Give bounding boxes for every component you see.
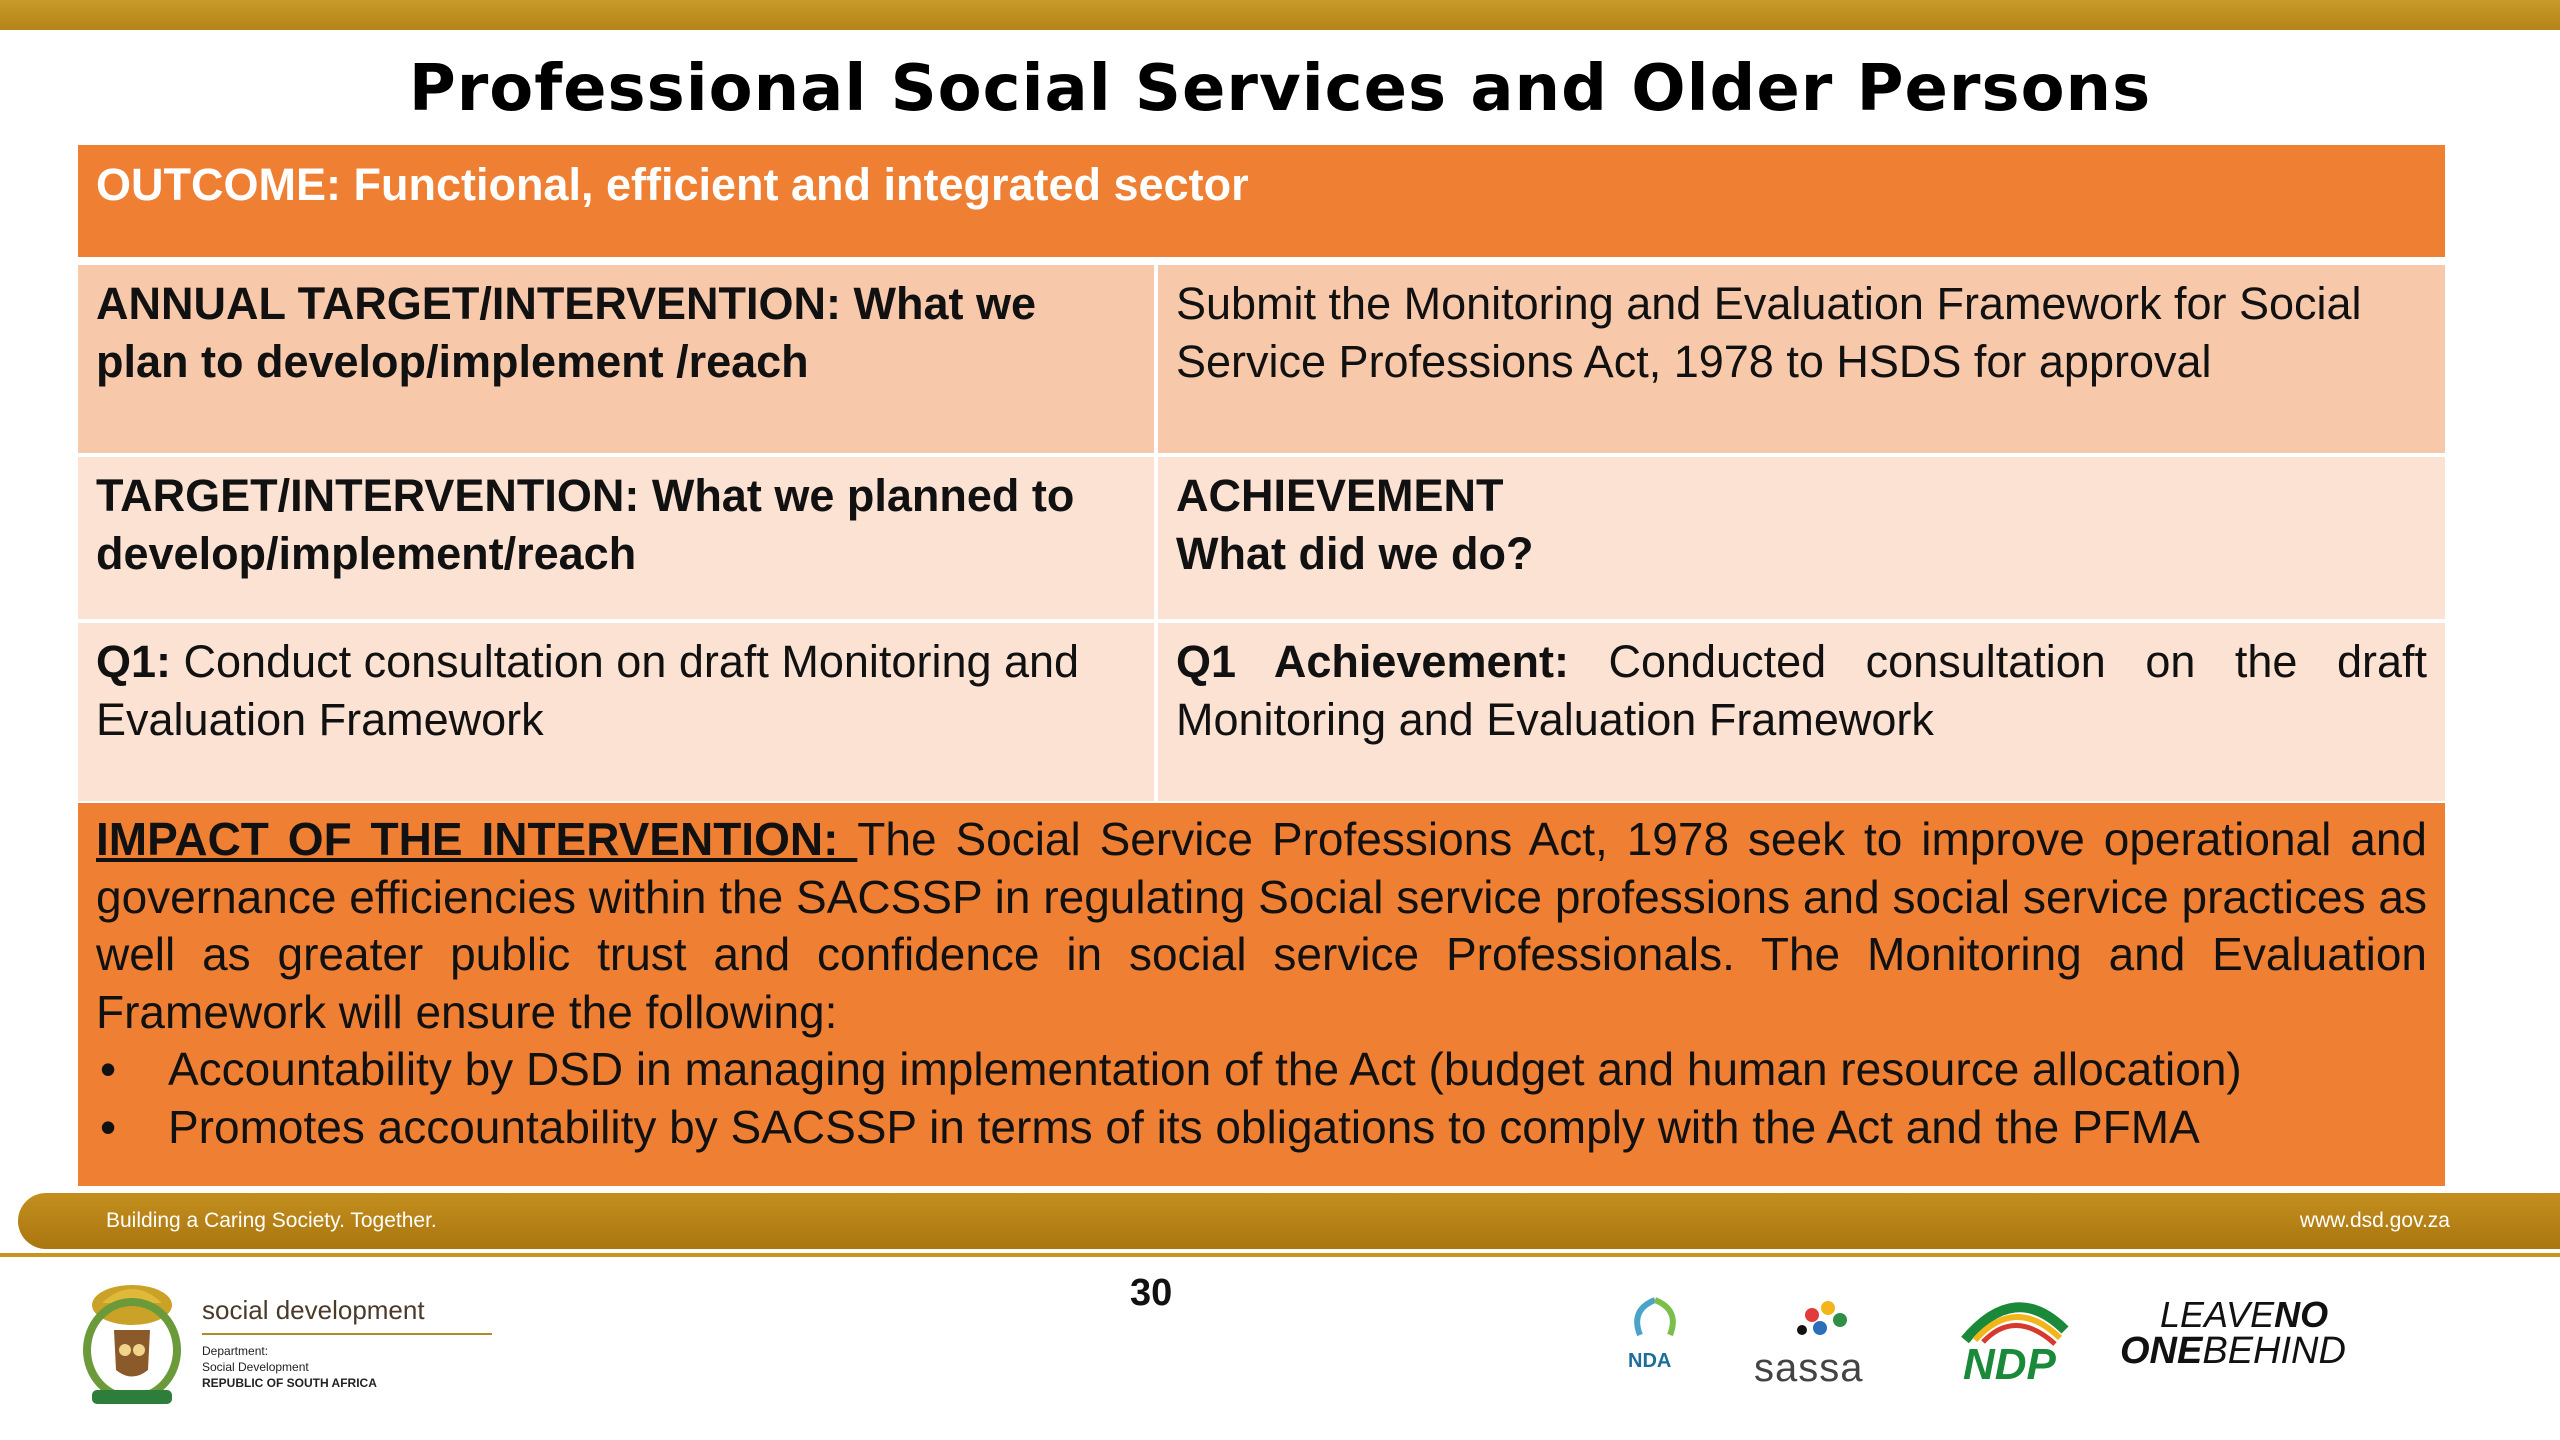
impact-paragraph: [96, 811, 2427, 1041]
q1-target: [78, 623, 1158, 801]
target-header-left: TARGET/INTERVENTION: What we planned to develop/implement/reach: [78, 457, 1158, 619]
footer-divider: [0, 1253, 2560, 1257]
top-gold-band: [0, 0, 2560, 30]
sassa-logo: sassa: [1750, 1290, 1900, 1390]
achievement-title: ACHIEVEMENT: [1176, 470, 1504, 521]
annual-target-row: [78, 265, 2445, 453]
q1-label: Q1:: [96, 636, 172, 687]
slide-title: Professional Social Services and Older Persons: [408, 52, 2152, 126]
q1-row: [78, 619, 2445, 801]
nda-swirl-icon: [1620, 1290, 1690, 1350]
impact-bullet: • Accountability by DSD in managing implementation of the Act (budget and human resource allocation): [96, 1041, 2427, 1099]
page-number: 30: [1130, 1272, 1173, 1314]
achievement-subtitle: What did we do?: [1176, 528, 1534, 579]
logo-rule: [202, 1333, 492, 1335]
leave-no-one-behind-logo: LEAVENO ONEBEHIND: [2120, 1294, 2346, 1372]
dept-text: Department: Social Development REPUBLIC OF SOUTH AFRICA: [202, 1344, 377, 1390]
dsd-logo: [70, 1275, 490, 1415]
logo-name: social development: [202, 1295, 425, 1325]
annual-target-label: ANNUAL TARGET/INTERVENTION: What we plan to develop/implement /reach: [78, 265, 1158, 453]
impact-bullet: • Promotes accountability by SACSSP in terms of its obligations to comply with the Act and the PFMA: [96, 1099, 2427, 1157]
footer-bar: [18, 1193, 2560, 1249]
impact-bullets: [96, 1041, 2427, 1156]
impact-box: [78, 803, 2445, 1186]
outcome-banner: OUTCOME: Functional, efficient and integrated sector: [78, 145, 2445, 257]
header-row: [78, 453, 2445, 619]
q1-achievement-text: Conducted consultation on the draft Monitoring and Evaluation Framework: [1176, 636, 2427, 745]
footer-website: www.dsd.gov.za: [2299, 1209, 2450, 1232]
footer-slogan: Building a Caring Society. Together.: [106, 1209, 437, 1232]
coat-of-arms-icon: [70, 1275, 195, 1410]
impact-text: The Social Service Professions Act, 1978 seek to improve operational and governance efficiencies within the SACSSP in regulating Social service professions and social service practices as well as greater public trust and confidence in social service Professionals. The Monitoring and Evaluation Framework will ensure the following:: [96, 813, 2427, 1038]
achievement-header: [1158, 457, 2445, 619]
q1-text: Conduct consultation on draft Monitoring and Evaluation Framework: [96, 636, 1080, 745]
annual-target-value: Submit the Monitoring and Evaluation Framework for Social Service Professions Act, 1978 to HSDS for approval: [1158, 265, 2445, 453]
q1-achievement-label: Q1 Achievement:: [1176, 636, 1569, 687]
sassa-burst-icon: [1750, 1290, 1900, 1350]
nda-logo: NDA: [1620, 1290, 1690, 1390]
ndp-logo: NDP: [1955, 1290, 2075, 1390]
target-table: [78, 265, 2445, 801]
impact-heading: IMPACT OF THE INTERVENTION:: [96, 813, 858, 865]
q1-achievement: [1158, 623, 2445, 801]
